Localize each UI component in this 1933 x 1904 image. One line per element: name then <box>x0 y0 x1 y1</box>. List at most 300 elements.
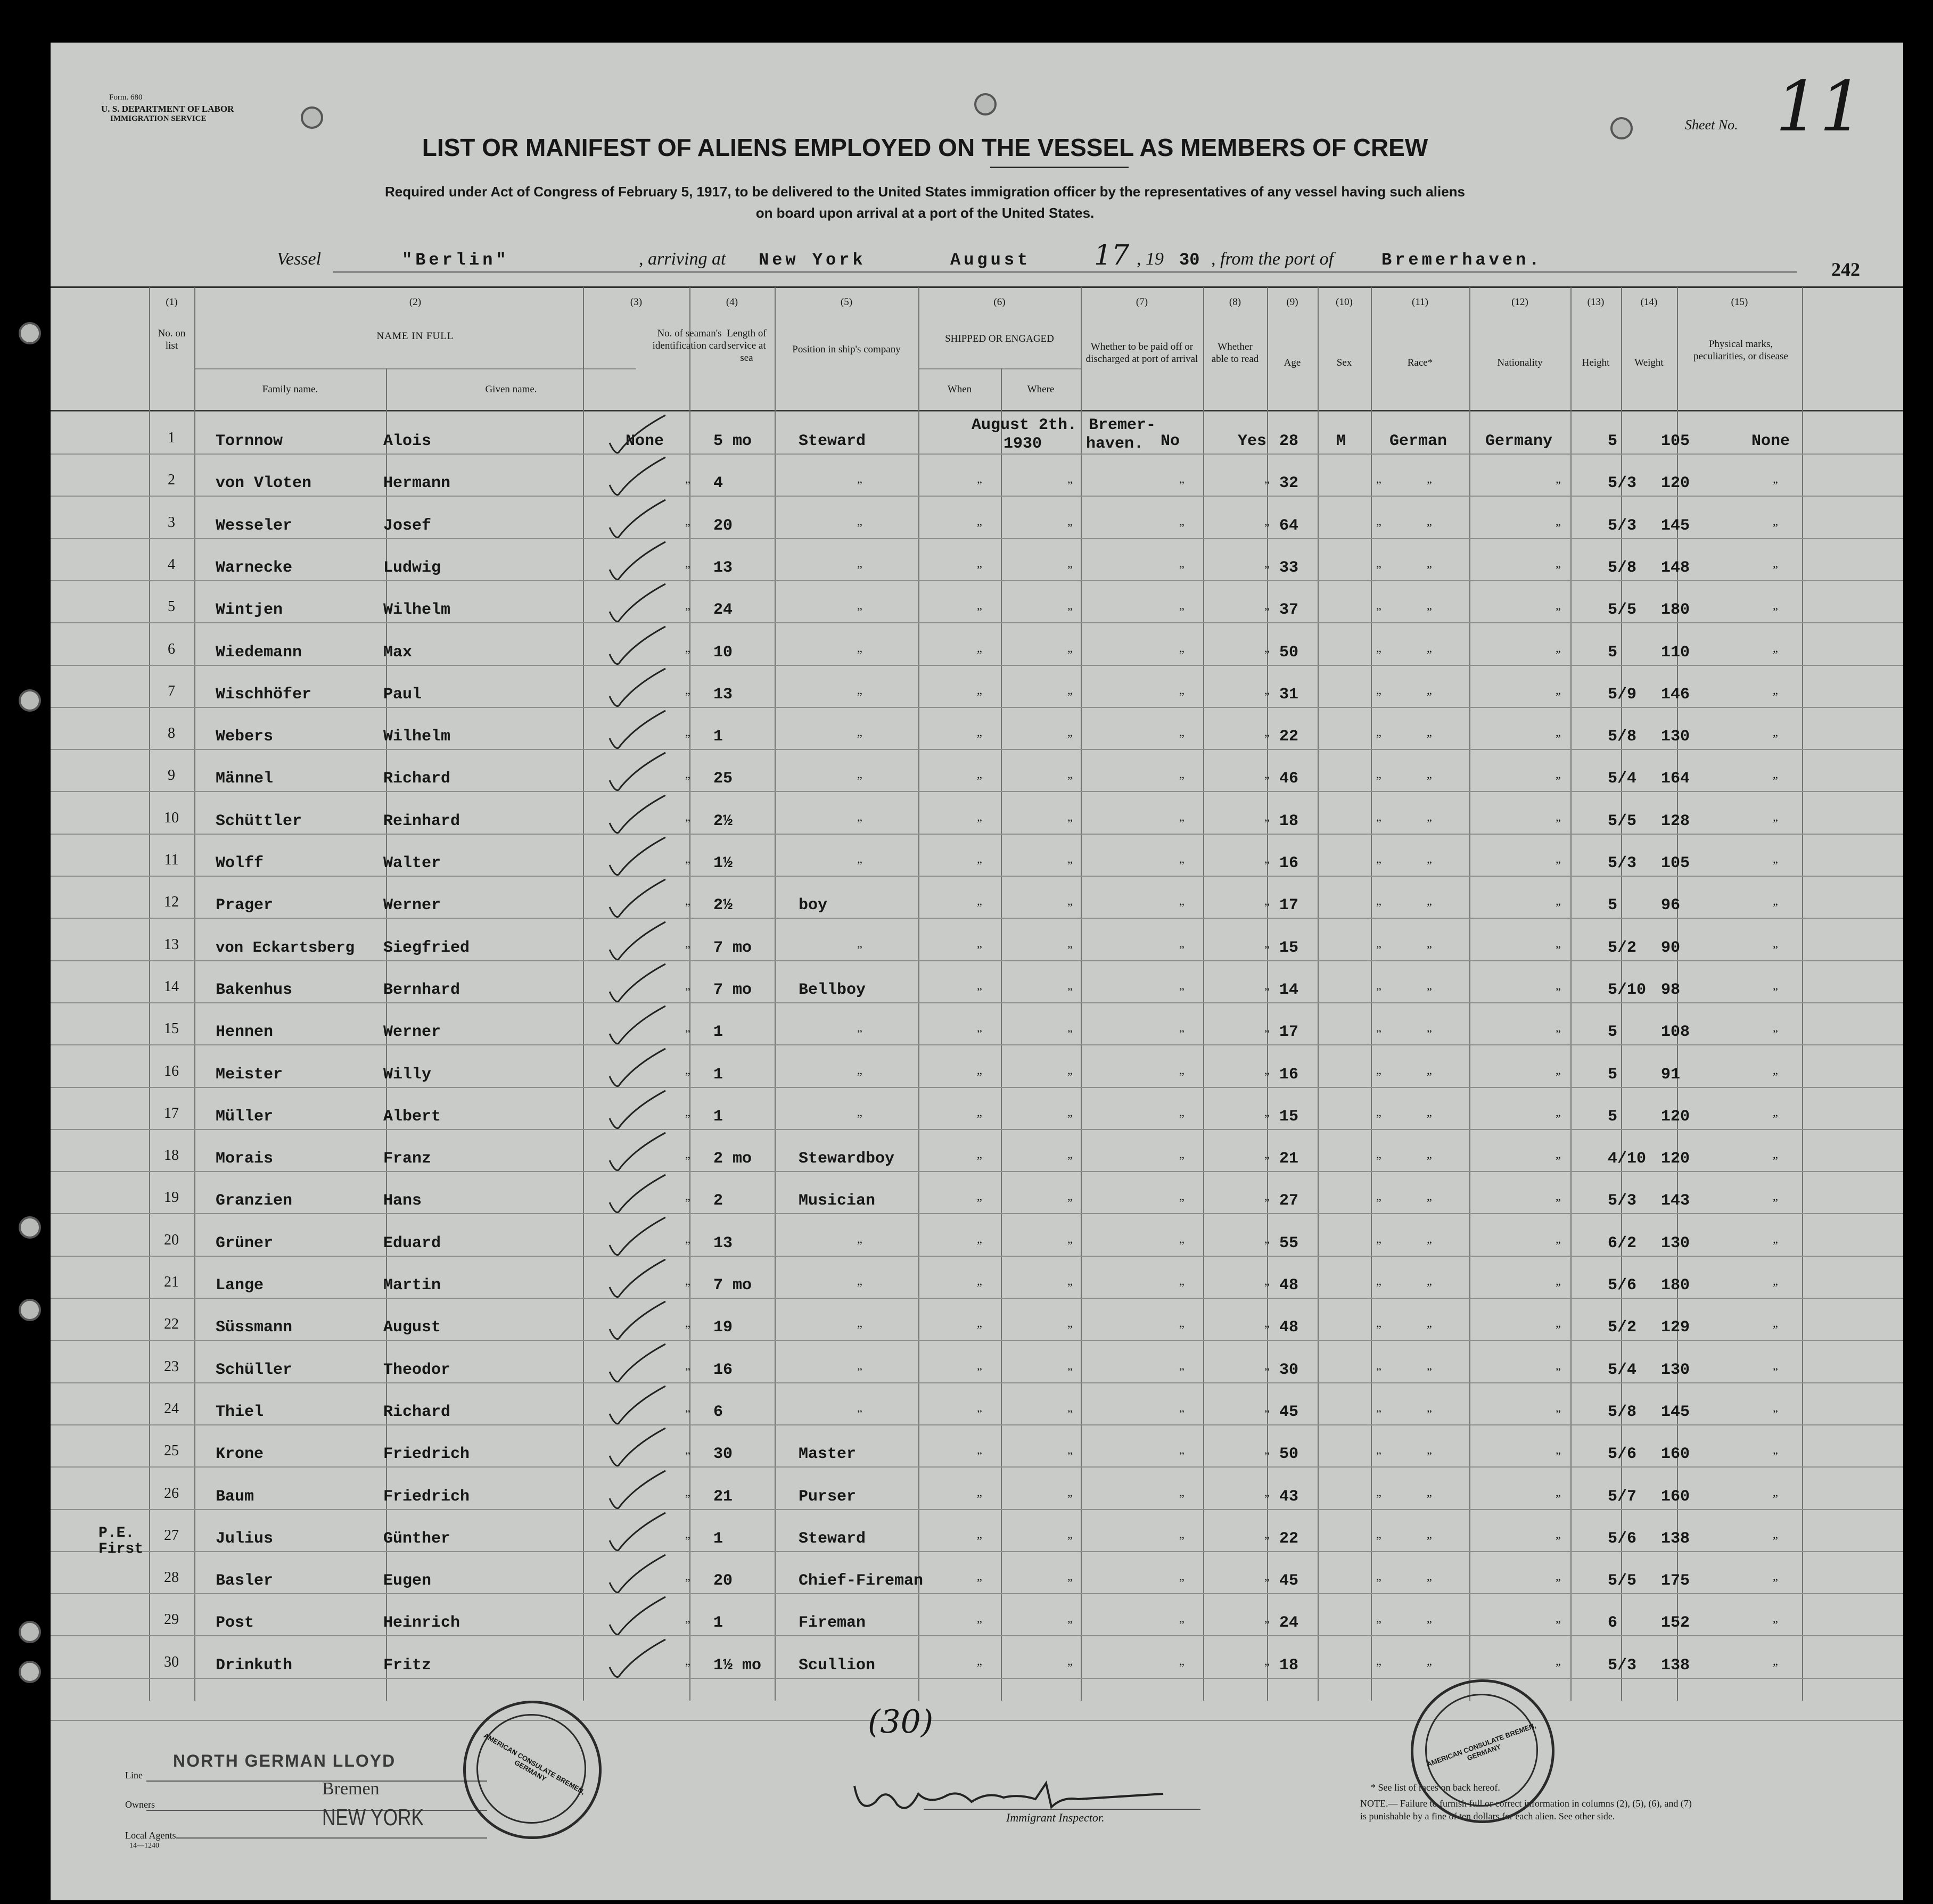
ditto-mark: ” <box>1556 1492 1561 1505</box>
ditto-mark: ” <box>1427 1070 1432 1083</box>
cell-weight: 130 <box>1661 728 1690 746</box>
cell-family: Granzien <box>216 1192 293 1210</box>
row-rule <box>51 580 1903 581</box>
ditto-mark: ” <box>1427 1154 1432 1167</box>
ditto-mark: ” <box>857 1365 862 1379</box>
manifest-title: LIST OR MANIFEST OF ALIENS EMPLOYED ON THE VESSEL AS MEMBERS OF CREW <box>422 134 1428 161</box>
agents-label: Local Agents <box>125 1830 176 1841</box>
ditto-mark: ” <box>1773 563 1778 576</box>
form-code: 14—1240 <box>129 1842 159 1850</box>
cell-weight: 164 <box>1661 770 1690 788</box>
ditto-mark: ” <box>685 1407 690 1421</box>
ditto-mark: ” <box>857 521 862 534</box>
ditto-mark: ” <box>1179 943 1185 957</box>
cell-family: Post <box>216 1614 254 1632</box>
ditto-mark: ” <box>685 690 690 703</box>
cell-height: 5/4 <box>1608 770 1637 788</box>
cell-family: Thiel <box>216 1403 264 1421</box>
cell-given: Ludwig <box>383 559 441 577</box>
ditto-mark: ” <box>1067 985 1073 999</box>
ditto-mark: ” <box>685 1534 690 1547</box>
ditto-mark: ” <box>977 479 982 492</box>
ditto-mark: ” <box>1376 985 1381 999</box>
ditto-mark: ” <box>1556 1618 1561 1631</box>
cell-weight: 146 <box>1661 686 1690 704</box>
ditto-mark: ” <box>977 817 982 830</box>
ditto-mark: ” <box>1376 1365 1381 1379</box>
cell-family: Hennen <box>216 1023 274 1041</box>
ditto-mark: ” <box>857 774 862 787</box>
ditto-mark: ” <box>857 817 862 830</box>
consulate-stamp-left <box>463 1701 602 1839</box>
ditto-mark: ” <box>1179 732 1185 745</box>
check-mark <box>607 622 671 670</box>
cell-weight: 180 <box>1661 1276 1690 1295</box>
row-rule <box>51 1720 1903 1721</box>
cell-height: 5/3 <box>1608 854 1637 872</box>
ditto-mark: ” <box>1264 1154 1270 1167</box>
column-rule <box>1081 287 1082 1701</box>
ditto-mark: ” <box>977 1070 982 1083</box>
cell-height: 5/4 <box>1608 1361 1637 1379</box>
ditto-mark: ” <box>977 648 982 661</box>
cell-position: Bellboy <box>799 981 866 999</box>
cell-height: 5/3 <box>1608 517 1637 535</box>
cell-service: 19 <box>713 1318 733 1337</box>
cell-position: Stewardboy <box>799 1150 895 1168</box>
margin-first: First <box>98 1541 144 1557</box>
row-rule <box>51 1382 1903 1383</box>
cell-service: 2 mo <box>713 1150 752 1168</box>
cell-height: 5/8 <box>1608 728 1637 746</box>
ditto-mark: ” <box>685 521 690 534</box>
cell-weight: 145 <box>1661 1403 1690 1421</box>
cell-age: 15 <box>1279 939 1299 957</box>
cell-service: 13 <box>713 1234 733 1252</box>
ditto-mark: ” <box>977 943 982 957</box>
ditto-mark: ” <box>1427 1027 1432 1041</box>
cell-given: Willy <box>383 1066 432 1084</box>
cell-family: Wolff <box>216 854 264 872</box>
cell-height: 5/9 <box>1608 686 1637 704</box>
ditto-mark: ” <box>1427 943 1432 957</box>
ditto-mark: ” <box>1264 1281 1270 1294</box>
ditto-mark: ” <box>1773 943 1778 957</box>
header-seaman-id: No. of seaman's identification card <box>652 328 727 351</box>
ditto-mark: ” <box>1067 1070 1073 1083</box>
consulate-stamp-right <box>1411 1679 1554 1823</box>
cell-age: 14 <box>1279 981 1299 999</box>
row-rule <box>51 1424 1903 1425</box>
ditto-mark: ” <box>1179 1281 1185 1294</box>
ditto-mark: ” <box>977 732 982 745</box>
cell-family: Baum <box>216 1488 254 1506</box>
ditto-mark: ” <box>1376 817 1381 830</box>
check-mark <box>607 1340 671 1388</box>
ditto-mark: ” <box>1067 1534 1073 1547</box>
cell-family: Morais <box>216 1150 274 1168</box>
check-mark <box>607 580 671 628</box>
cell-weight: 108 <box>1661 1023 1690 1041</box>
cell-age: 16 <box>1279 1066 1299 1084</box>
cell-given: Hermann <box>383 474 451 492</box>
header-bottom-rule <box>51 410 1903 411</box>
row-rule <box>51 538 1903 539</box>
ditto-mark: ” <box>1264 732 1270 745</box>
ditto-mark: ” <box>1376 690 1381 703</box>
check-mark <box>607 1002 671 1050</box>
ditto-mark: ” <box>1376 1239 1381 1252</box>
title-rule <box>990 167 1129 168</box>
cell-position: Chief-Fireman <box>799 1572 924 1590</box>
column-rule <box>918 287 919 1701</box>
row-number: 13 <box>164 936 179 953</box>
cell-service: 16 <box>713 1361 733 1379</box>
cell-age: 30 <box>1279 1361 1299 1379</box>
ditto-mark: ” <box>857 1027 862 1041</box>
cell-service: 2 <box>713 1192 723 1210</box>
cell-given: Bernhard <box>383 981 460 999</box>
cell-height: 5/5 <box>1608 812 1637 830</box>
ditto-mark: ” <box>1556 1154 1561 1167</box>
ditto-mark: ” <box>1179 648 1185 661</box>
ditto-mark: ” <box>1773 1534 1778 1547</box>
cell-weight: 160 <box>1661 1445 1690 1463</box>
cell-family: Krone <box>216 1445 264 1463</box>
ditto-mark: ” <box>1264 1365 1270 1379</box>
cell-age: 37 <box>1279 601 1299 619</box>
row-rule <box>51 834 1903 835</box>
column-rule <box>194 287 195 1701</box>
ditto-mark: ” <box>1264 1070 1270 1083</box>
row-number: 28 <box>164 1569 179 1586</box>
ditto-mark: ” <box>1264 1196 1270 1209</box>
ditto-mark: ” <box>685 732 690 745</box>
cell-given: Hans <box>383 1192 422 1210</box>
row-rule <box>51 454 1903 455</box>
ditto-mark: ” <box>685 1576 690 1589</box>
cell-height: 5 <box>1608 1066 1618 1084</box>
header-able-read: Whether able to read <box>1211 341 1259 365</box>
ditto-mark: ” <box>1556 901 1561 914</box>
owners-underline <box>146 1810 487 1811</box>
column-rule <box>1203 287 1204 1701</box>
department-label: U. S. DEPARTMENT OF LABOR <box>101 104 234 114</box>
punch-hole <box>19 689 41 712</box>
ditto-mark: ” <box>685 1492 690 1505</box>
ditto-mark: ” <box>1376 1323 1381 1336</box>
ditto-mark: ” <box>1067 817 1073 830</box>
cell-height: 5/2 <box>1608 1318 1637 1337</box>
cell-age: 48 <box>1279 1276 1299 1295</box>
column-rule <box>1001 368 1002 1701</box>
name-subheader-rule <box>194 368 636 369</box>
ditto-mark: ” <box>1427 1492 1432 1505</box>
vessel-label: Vessel <box>277 249 322 269</box>
ditto-mark: ” <box>857 859 862 872</box>
cell-position: Fireman <box>799 1614 866 1632</box>
ditto-mark: ” <box>977 521 982 534</box>
row-rule <box>51 1340 1903 1341</box>
ditto-mark: ” <box>1376 1070 1381 1083</box>
ditto-mark: ” <box>977 605 982 619</box>
cell-when: August 2th. <box>972 416 1077 434</box>
ditto-mark: ” <box>1067 1618 1073 1631</box>
ditto-mark: ” <box>1264 859 1270 872</box>
cell-age: 33 <box>1279 559 1299 577</box>
ditto-mark: ” <box>1264 1407 1270 1421</box>
cell-weight: 105 <box>1661 854 1690 872</box>
colnum-2: (2) <box>409 296 422 308</box>
ditto-mark: ” <box>1179 1661 1185 1674</box>
check-mark <box>607 1128 671 1176</box>
ditto-mark: ” <box>1427 1407 1432 1421</box>
cell-age: 21 <box>1279 1150 1299 1168</box>
ditto-mark: ” <box>1179 1492 1185 1505</box>
ditto-mark: ” <box>1376 1449 1381 1463</box>
cell-age: 31 <box>1279 686 1299 704</box>
row-rule <box>51 1044 1903 1045</box>
header-no-on-list: No. on list <box>158 328 186 351</box>
cell-height: 5 <box>1608 1023 1618 1041</box>
ditto-mark: ” <box>857 1323 862 1336</box>
ditto-mark: ” <box>977 1323 982 1336</box>
cell-given: Max <box>383 644 413 662</box>
ditto-mark: ” <box>685 1027 690 1041</box>
colnum-12: (12) <box>1511 296 1528 308</box>
ditto-mark: ” <box>685 605 690 619</box>
cell-position: Purser <box>799 1488 857 1506</box>
check-mark <box>607 538 671 586</box>
cell-age: 32 <box>1279 474 1299 492</box>
cell-age: 45 <box>1279 1403 1299 1421</box>
ditto-mark: ” <box>685 817 690 830</box>
row-number: 9 <box>168 767 175 784</box>
cell-sex: M <box>1336 432 1346 450</box>
arriving-port: New York <box>759 250 866 270</box>
ditto-mark: ” <box>1376 1661 1381 1674</box>
cell-age: 17 <box>1279 896 1299 914</box>
ditto-mark: ” <box>1556 732 1561 745</box>
cell-weight: 148 <box>1661 559 1690 577</box>
penalty-note-2: is punishable by a fine of ten dollars for each alien. See other side. <box>1360 1811 1615 1821</box>
cell-service: 1 <box>713 1066 723 1084</box>
cell-position: Master <box>799 1445 857 1463</box>
shipped-subheader-rule <box>918 368 1081 369</box>
ditto-mark: ” <box>1179 1027 1185 1041</box>
ditto-mark: ” <box>1067 1154 1073 1167</box>
cell-weight: 96 <box>1661 896 1681 914</box>
colnum-9: (9) <box>1286 296 1298 308</box>
ditto-mark: ” <box>1179 1534 1185 1547</box>
form-number: Form. 680 <box>109 93 143 102</box>
owners-label: Owners <box>125 1799 155 1810</box>
cell-service: 6 <box>713 1403 723 1421</box>
cell-family: Tornnow <box>216 432 283 450</box>
check-mark <box>607 1551 671 1598</box>
column-rule <box>1570 287 1572 1701</box>
row-number: 6 <box>168 641 175 657</box>
check-mark <box>607 960 671 1008</box>
ditto-mark: ” <box>1376 943 1381 957</box>
check-mark <box>607 918 671 966</box>
ditto-mark: ” <box>1179 1618 1185 1631</box>
ditto-mark: ” <box>1179 1070 1185 1083</box>
cell-height: 5/8 <box>1608 559 1637 577</box>
ditto-mark: ” <box>977 1281 982 1294</box>
cell-position: Musician <box>799 1192 876 1210</box>
ditto-mark: ” <box>977 901 982 914</box>
cell-weight: 130 <box>1661 1361 1690 1379</box>
cell-service: 1½ <box>713 854 733 872</box>
header-name-in-full: NAME IN FULL <box>376 331 454 342</box>
cell-height: 5/5 <box>1608 1572 1637 1590</box>
cell-given: Reinhard <box>383 812 460 830</box>
cell-height: 4/10 <box>1608 1150 1647 1168</box>
header-weight: Weight <box>1634 357 1664 368</box>
cell-given: Paul <box>383 686 422 704</box>
row-number: 23 <box>164 1358 179 1375</box>
ditto-mark: ” <box>1264 648 1270 661</box>
cell-height: 5/2 <box>1608 939 1637 957</box>
subtitle-line-1: Required under Act of Congress of February 5, 1917, to be delivered to the United States immigration officer by the representatives of any vessel having such aliens <box>384 184 1466 200</box>
ditto-mark: ” <box>685 479 690 492</box>
ditto-mark: ” <box>1067 1492 1073 1505</box>
cell-given: Eduard <box>383 1234 441 1252</box>
header-race: Race* <box>1407 357 1433 368</box>
cell-family: Bakenhus <box>216 981 293 999</box>
header-when: When <box>947 384 972 395</box>
ditto-mark: ” <box>1067 901 1073 914</box>
cell-given: August <box>383 1318 441 1337</box>
ditto-mark: ” <box>1773 1576 1778 1589</box>
row-number: 5 <box>168 598 175 615</box>
ditto-mark: ” <box>1376 1407 1381 1421</box>
ditto-mark: ” <box>1556 859 1561 872</box>
ditto-mark: ” <box>1376 1196 1381 1209</box>
ditto-mark: ” <box>1264 479 1270 492</box>
cell-read: Yes <box>1238 432 1267 450</box>
cell-height: 5/6 <box>1608 1445 1637 1463</box>
ditto-mark: ” <box>977 1365 982 1379</box>
cell-given: Heinrich <box>383 1614 460 1632</box>
cell-age: 50 <box>1279 1445 1299 1463</box>
ditto-mark: ” <box>1179 1196 1185 1209</box>
ditto-mark: ” <box>1179 1449 1185 1463</box>
ditto-mark: ” <box>685 1070 690 1083</box>
cell-service: 1 <box>713 1614 723 1632</box>
cell-position: boy <box>799 896 828 914</box>
cell-family: Meister <box>216 1066 283 1084</box>
ditto-mark: ” <box>1556 1239 1561 1252</box>
ditto-mark: ” <box>1427 1365 1432 1379</box>
cell-family: Wintjen <box>216 601 283 619</box>
cell-age: 24 <box>1279 1614 1299 1632</box>
ditto-mark: ” <box>1376 563 1381 576</box>
column-rule <box>1469 287 1470 1701</box>
check-mark <box>607 1593 671 1641</box>
colnum-14: (14) <box>1640 296 1658 308</box>
cell-height: 5/5 <box>1608 601 1637 619</box>
ditto-mark: ” <box>1264 690 1270 703</box>
ditto-mark: ” <box>1179 859 1185 872</box>
ditto-mark: ” <box>1067 1449 1073 1463</box>
cell-family: Warnecke <box>216 559 293 577</box>
cell-family: Wiedemann <box>216 644 302 662</box>
ditto-mark: ” <box>1773 605 1778 619</box>
ditto-mark: ” <box>1376 774 1381 787</box>
cell-family: Männel <box>216 770 274 788</box>
sheet-number: 11 <box>1775 66 1864 147</box>
ditto-mark: ” <box>685 774 690 787</box>
ditto-mark: ” <box>1376 648 1381 661</box>
ditto-mark: ” <box>1067 690 1073 703</box>
ditto-mark: ” <box>1264 901 1270 914</box>
ditto-mark: ” <box>1556 1281 1561 1294</box>
ditto-mark: ” <box>1067 1661 1073 1674</box>
check-mark <box>607 1086 671 1134</box>
cell-nationality: Germany <box>1485 432 1553 450</box>
cell-age: 43 <box>1279 1488 1299 1506</box>
row-number: 8 <box>168 725 175 741</box>
cell-family: Schüller <box>216 1361 293 1379</box>
cell-age: 18 <box>1279 812 1299 830</box>
punch-hole <box>19 1661 41 1683</box>
row-number: 26 <box>164 1485 179 1502</box>
line-value: NORTH GERMAN LLOYD <box>173 1751 396 1770</box>
cell-weight: 98 <box>1661 981 1681 999</box>
ditto-mark: ” <box>1376 1618 1381 1631</box>
ditto-mark: ” <box>1067 1027 1073 1041</box>
cell-service: 10 <box>713 644 733 662</box>
year-suffix: 30 <box>1179 250 1200 270</box>
ditto-mark: ” <box>977 1576 982 1589</box>
check-mark <box>607 1255 671 1303</box>
ditto-mark: ” <box>977 563 982 576</box>
ditto-mark: ” <box>1067 774 1073 787</box>
row-number: 30 <box>164 1654 179 1670</box>
crew-count: (30) <box>868 1703 934 1741</box>
header-where: Where <box>1027 384 1055 395</box>
ditto-mark: ” <box>1773 1618 1778 1631</box>
ditto-mark: ” <box>1556 1196 1561 1209</box>
ditto-mark: ” <box>1179 817 1185 830</box>
cell-service: 1½ mo <box>713 1656 762 1675</box>
stamp-text: AMERICAN CONSULATE BREMEN, GERMANY <box>482 1731 587 1796</box>
ditto-mark: ” <box>1773 1281 1778 1294</box>
check-mark <box>607 875 671 923</box>
ditto-mark: ” <box>1773 1449 1778 1463</box>
ditto-mark: ” <box>1773 1154 1778 1167</box>
cell-service: 7 mo <box>713 939 752 957</box>
cell-weight: 129 <box>1661 1318 1690 1337</box>
cell-card: None <box>626 432 664 450</box>
ditto-mark: ” <box>1264 1027 1270 1041</box>
cell-where: Bremer- <box>1089 416 1156 434</box>
ditto-mark: ” <box>1376 1281 1381 1294</box>
ditto-mark: ” <box>1773 1070 1778 1083</box>
ditto-mark: ” <box>1376 1154 1381 1167</box>
column-rule <box>1318 287 1319 1701</box>
ditto-mark: ” <box>1773 521 1778 534</box>
ditto-mark: ” <box>977 859 982 872</box>
ditto-mark: ” <box>1376 1027 1381 1041</box>
ditto-mark: ” <box>1427 1576 1432 1589</box>
ditto-mark: ” <box>1427 817 1432 830</box>
ditto-mark: ” <box>685 859 690 872</box>
ditto-mark: ” <box>1179 479 1185 492</box>
cell-given: Fritz <box>383 1656 432 1675</box>
